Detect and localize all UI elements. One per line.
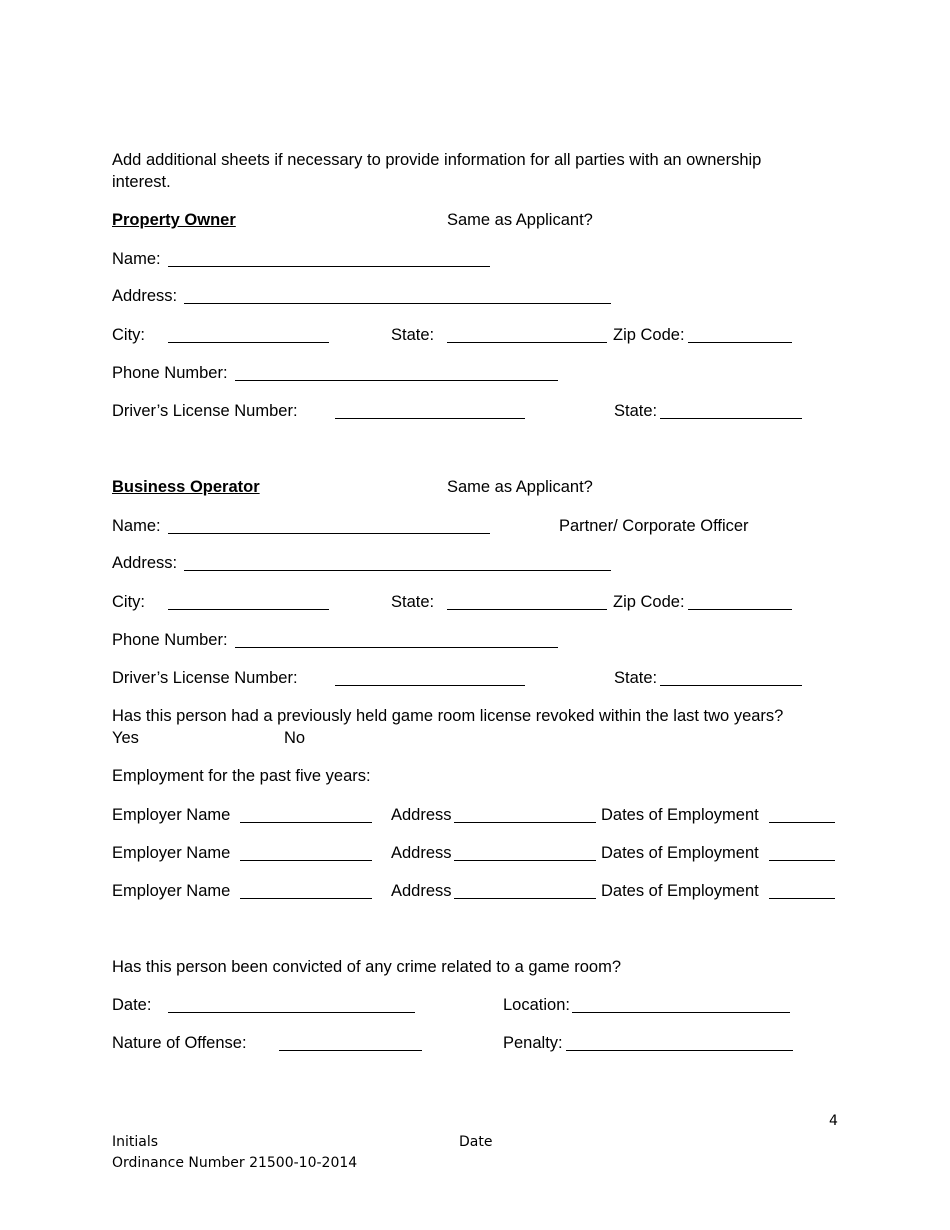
business-operator-phone-field[interactable]: [235, 647, 558, 648]
business-operator-same-as-applicant: Same as Applicant?: [447, 478, 593, 496]
footer-date: Date: [459, 1134, 493, 1150]
property-owner-state-field[interactable]: [447, 342, 607, 343]
employer-name-field-3[interactable]: [240, 898, 372, 899]
property-owner-city-field[interactable]: [168, 342, 329, 343]
conviction-offense-field[interactable]: [279, 1050, 422, 1051]
employer-address-field-1[interactable]: [454, 822, 596, 823]
employment-dates-field-3[interactable]: [769, 898, 835, 899]
employer-address-label-1: Address: [391, 806, 452, 824]
business-operator-zip-field[interactable]: [688, 609, 792, 610]
employer-name-label-3: Employer Name: [112, 882, 231, 900]
employment-dates-label-1: Dates of Employment: [601, 806, 759, 824]
property-owner-license-state-label: State:: [614, 402, 658, 420]
employer-address-field-3[interactable]: [454, 898, 596, 899]
employer-name-field-2[interactable]: [240, 860, 372, 861]
conviction-offense-label: Nature of Offense:: [112, 1034, 247, 1052]
revoked-no-option[interactable]: No: [284, 729, 306, 747]
property-owner-name-field[interactable]: [168, 266, 490, 267]
employment-dates-field-1[interactable]: [769, 822, 835, 823]
business-operator-city-field[interactable]: [168, 609, 329, 610]
property-owner-license-field[interactable]: [335, 418, 525, 419]
conviction-date-field[interactable]: [168, 1012, 415, 1013]
property-owner-license-label: Driver’s License Number:: [112, 402, 298, 420]
business-operator-state-label: State:: [391, 593, 435, 611]
employment-dates-field-2[interactable]: [769, 860, 835, 861]
business-operator-city-label: City:: [112, 593, 145, 611]
intro-line-2: interest.: [112, 173, 171, 191]
revoked-question: Has this person had a previously held game room license revoked within the last two years?: [112, 707, 784, 725]
property-owner-state-label: State:: [391, 326, 435, 344]
employer-address-field-2[interactable]: [454, 860, 596, 861]
business-operator-license-label: Driver’s License Number:: [112, 669, 298, 687]
business-operator-partner-label: Partner/ Corporate Officer: [559, 517, 749, 535]
business-operator-address-field[interactable]: [184, 570, 611, 571]
property-owner-address-field[interactable]: [184, 303, 611, 304]
employment-dates-label-3: Dates of Employment: [601, 882, 759, 900]
business-operator-name-label: Name:: [112, 517, 161, 535]
business-operator-license-state-field[interactable]: [660, 685, 802, 686]
business-operator-phone-label: Phone Number:: [112, 631, 228, 649]
conviction-penalty-label: Penalty:: [503, 1034, 563, 1052]
employer-name-field-1[interactable]: [240, 822, 372, 823]
property-owner-city-label: City:: [112, 326, 145, 344]
property-owner-phone-label: Phone Number:: [112, 364, 228, 382]
business-operator-address-label: Address:: [112, 554, 178, 572]
conviction-penalty-field[interactable]: [566, 1050, 793, 1051]
employment-dates-label-2: Dates of Employment: [601, 844, 759, 862]
employer-address-label-2: Address: [391, 844, 452, 862]
business-operator-name-field[interactable]: [168, 533, 490, 534]
property-owner-heading: Property Owner: [112, 211, 236, 229]
conviction-date-label: Date:: [112, 996, 152, 1014]
employer-name-label-2: Employer Name: [112, 844, 231, 862]
conviction-location-field[interactable]: [572, 1012, 790, 1013]
business-operator-zip-label: Zip Code:: [613, 593, 685, 611]
intro-line-1: Add additional sheets if necessary to provide information for all parties with an ownership: [112, 151, 762, 169]
property-owner-zip-field[interactable]: [688, 342, 792, 343]
property-owner-phone-field[interactable]: [235, 380, 558, 381]
employer-address-label-3: Address: [391, 882, 452, 900]
business-operator-license-field[interactable]: [335, 685, 525, 686]
footer-ordinance-number: Ordinance Number 21500-10-2014: [112, 1155, 358, 1171]
business-operator-heading: Business Operator: [112, 478, 260, 496]
page-number: 4: [829, 1113, 838, 1129]
property-owner-address-label: Address:: [112, 287, 178, 305]
property-owner-license-state-field[interactable]: [660, 418, 802, 419]
business-operator-license-state-label: State:: [614, 669, 658, 687]
conviction-question: Has this person been convicted of any crime related to a game room?: [112, 958, 622, 976]
property-owner-name-label: Name:: [112, 250, 161, 268]
employer-name-label-1: Employer Name: [112, 806, 231, 824]
revoked-yes-option[interactable]: Yes: [112, 729, 139, 747]
employment-heading: Employment for the past five years:: [112, 767, 371, 785]
property-owner-same-as-applicant: Same as Applicant?: [447, 211, 593, 229]
footer-initials: Initials: [112, 1134, 159, 1150]
business-operator-state-field[interactable]: [447, 609, 607, 610]
property-owner-zip-label: Zip Code:: [613, 326, 685, 344]
conviction-location-label: Location:: [503, 996, 570, 1014]
